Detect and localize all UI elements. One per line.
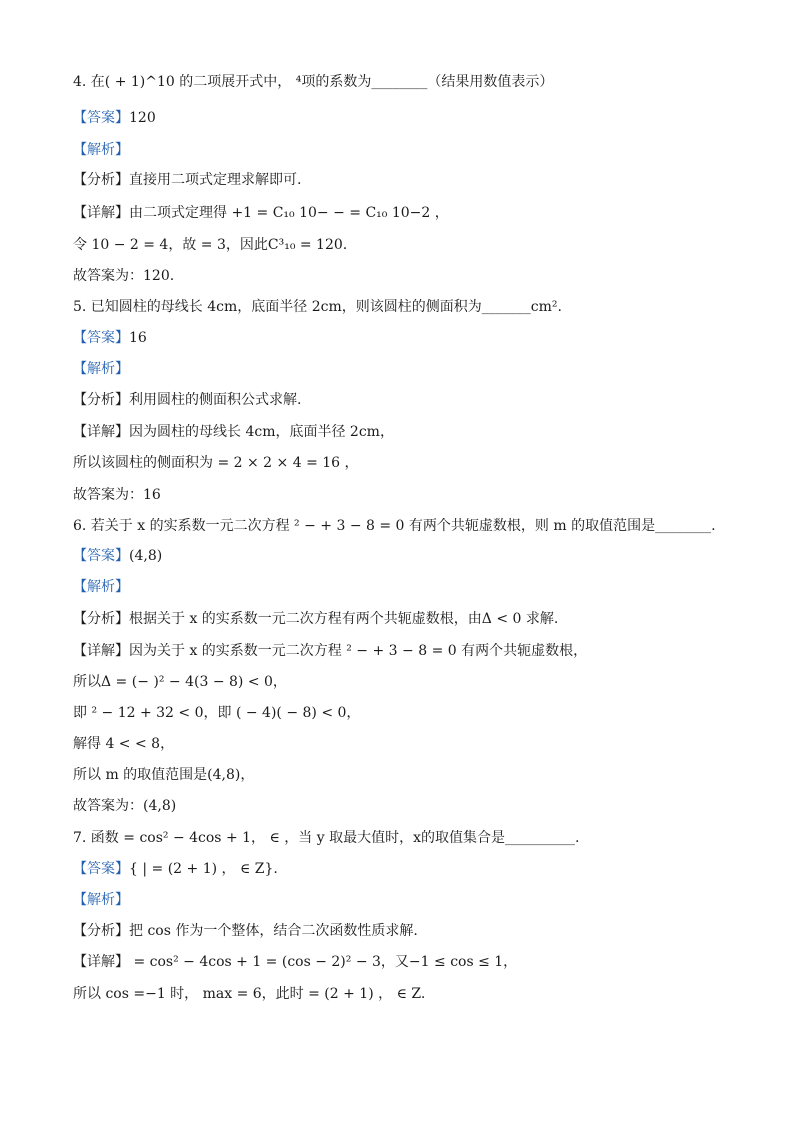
final-6: 故答案为：(4,8) [73,798,177,814]
answer-6: 【答案】(4,8) [73,548,163,564]
detail-5-line2: 所以该圆柱的侧面积为 = 2 × 2 × 4 = 16 ， [73,455,359,471]
answer-7: 【答案】{ | = (2 + 1) ， ∈ Z}. [73,861,278,877]
question-4: 4. 在( + 1)^10 的二项展开式中， ⁴项的系数为________（结果用数值表示） [73,74,554,90]
analysis-4: 【解析】 [73,142,129,158]
detail-6-line3: 即 ² − 12 + 32 < 0，即 ( − 4)( − 8) < 0， [73,705,361,721]
analysis-note-6: 【分析】根据关于 x 的实系数一元二次方程有两个共轭虚数根，由Δ < 0 求解. [73,611,559,627]
analysis-note-7: 【分析】把 cos 作为一个整体，结合二次函数性质求解. [73,923,418,939]
question-5: 5. 已知圆柱的母线长 4cm，底面半径 2cm，则该圆柱的侧面积为_______cm². [73,299,562,315]
detail-6-line2: 所以Δ = (− )² − 4(3 − 8) < 0， [73,674,287,690]
final-4: 故答案为：120. [73,268,175,284]
detail-6-line5: 所以 m 的取值范围是(4,8)， [73,767,255,783]
detail-7: 【详解】 = cos² − 4cos + 1 = (cos − 2)² − 3，又−1 ≤ cos ≤ 1， [73,954,518,970]
detail-4-line2: 令 10 − 2 = 4，故 = 3，因此C³₁₀ = 120. [73,237,348,253]
analysis-note-5: 【分析】利用圆柱的侧面积公式求解. [73,392,302,408]
answer-4: 【答案】120 [73,110,156,126]
question-6: 6. 若关于 x 的实系数一元二次方程 ² − + 3 − 8 = 0 有两个共轭虚数根，则 m 的取值范围是________. [73,518,716,534]
detail-7-line2: 所以 cos =−1 时， max = 6，此时 = (2 + 1) ， ∈ Z. [73,986,426,1002]
question-7: 7. 函数 = cos² − 4cos + 1， ∈ ，当 y 取最大值时，x的取值集合是__________. [73,830,580,846]
detail-4: 【详解】由二项式定理得 +1 = C₁₀ 10− − = C₁₀ 10−2 ， [73,205,449,221]
detail-5: 【详解】因为圆柱的母线长 4cm，底面半径 2cm， [73,424,394,440]
answer-5: 【答案】16 [73,330,147,346]
analysis-7: 【解析】 [73,892,129,908]
analysis-5: 【解析】 [73,361,129,377]
detail-6: 【详解】因为关于 x 的实系数一元二次方程 ² − + 3 − 8 = 0 有两个共轭虚数根， [73,643,588,659]
analysis-note-4: 【分析】直接用二项式定理求解即可. [73,172,302,188]
analysis-6: 【解析】 [73,579,129,595]
final-5: 故答案为：16 [73,487,161,503]
detail-6-line4: 解得 4 < < 8， [73,736,175,752]
